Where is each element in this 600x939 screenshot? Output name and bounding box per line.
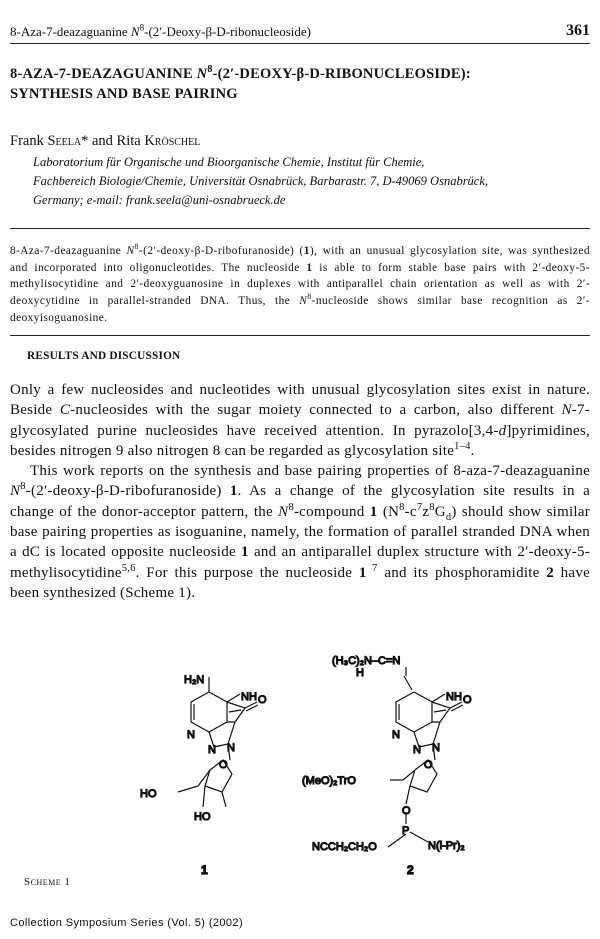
- section-heading: RESULTS AND DISCUSSION: [27, 350, 181, 362]
- scheme-structures: [110, 652, 490, 882]
- authors: Frank Seela* and Rita Kröschel: [10, 133, 201, 149]
- compound1-n1-label: N: [187, 729, 195, 741]
- article-title: 8-AZA-7-DEAZAGUANINE $N^8-(2'-DEOXY-\beta-D-RIBONUCLEOSIDE)$: SYNTHESIS AND BASE PAIRING: [10, 64, 471, 102]
- compound2-meo2tro-label: (MeO)₂TrO: [302, 775, 356, 787]
- compound2-n1-label: N: [392, 729, 400, 741]
- compound1-ho3-label: HO: [194, 811, 211, 823]
- page-number: 361: [566, 22, 590, 39]
- compound2-o-label: O: [463, 694, 472, 706]
- compound2-n3-label: N: [432, 742, 440, 754]
- compound1-n2-label: N: [208, 744, 216, 756]
- compound1-ho5-label: HO: [140, 788, 157, 800]
- compound2-o3-label: O: [402, 805, 411, 817]
- compound2-nipr2-label: N(i-Pr)₂: [428, 840, 465, 852]
- compound1-ring-o-label: O: [219, 759, 228, 771]
- compound2-nh-label: NH: [446, 691, 462, 703]
- compound-2-label: 2: [407, 863, 414, 877]
- abstract-top-rule: [10, 228, 590, 229]
- compound2-n2-label: N: [413, 744, 421, 756]
- compound1-o-label: O: [258, 694, 267, 706]
- abstract-bottom-rule: [10, 335, 590, 336]
- paragraph-2: This work reports on the synthesis and base pairing properties of 8-aza-7-deazaguanine $N^8-(2'-deoxy-\beta-D-ribofuranoside)$ 1. As a change of the glycosylation site results in a change of the donor-acceptor pattern, the $N^8$-compound 1 $(N^8-c^7z^8G_d)$ should show similar base pairing properties as isoguanine, namely, the formation of parallel stranded DNA when a dC is located opposite nucleoside 1 and an antiparallel duplex structure with 2′-deoxy-5-methylisocytidine$^{5,6}$. For this purpose the nucleoside 1 $^7$ and its phosphoramidite 2 have been synthesized (Scheme 1).: [10, 463, 590, 601]
- paragraph-1: Only a few nucleosides and nucleotides with unusual glycosylation sites exist in nature. Beside C-nucleosides with the sugar moiety connected to a carbon, also different N-7-glycosylated purine nucleosides have received attention. In pyrazolo[3,4-d]pyrimidines, besides nitrogen 9 also nitrogen 8 can be regarded as glycosylation site$^{1-4}$.: [10, 382, 591, 459]
- compound2-cyanoethyl-label: NCCH₂CH₂O: [312, 841, 377, 853]
- compound2-p-label: P: [402, 825, 410, 837]
- running-head: [10, 20, 590, 40]
- compound2-h-label: H: [356, 667, 364, 679]
- body-text: [10, 380, 590, 603]
- running-title: 8-Aza-7-deazaguanine $N^8-(2'-Deoxy-\beta-D-ribonucleoside)$: [10, 22, 311, 39]
- affiliation: Laboratorium für Organische und Bioorganische Chemie, Institut für Chemie, Fachbereich Biologie/Chemie, Universität Osnabrück, Barbarastr. 7, D-49069 Osnabrück, Germany; e-mail: frank.seela@uni-osnabrueck.de: [33, 155, 489, 207]
- compound2-ring-o-label: O: [424, 759, 433, 771]
- scheme-caption: Scheme 1: [24, 876, 71, 888]
- header-rule: [10, 43, 590, 44]
- abstract: 8-Aza-7-deazaguanine $N^8-(2'-deoxy-\beta-D-ribofuranoside)$ (1), with an unusual glycosylation site, was synthesized and incorporated into oligonucleotides. The nucleoside 1 is able to form stable base pairs with 2′-deoxy-5-methylisocytidine and 2′-deoxyguanosine in duplexes with antiparallel chain orientation as well as with 2′-deoxycytidine in parallel-stranded DNA. Thus, the $N^8$-nucleoside shows similar base recognition as 2′-deoxyisoguanosine.: [10, 242, 590, 324]
- footer-series: Collection Symposium Series (Vol. 5) (2002): [10, 917, 244, 929]
- compound1-h2n-label: H₂N: [184, 674, 205, 686]
- compound2-amidine-label: (H₃C)₂N–C=N: [332, 655, 401, 667]
- compound1-n3-label: N: [227, 742, 235, 754]
- compound1-nh-label: NH: [241, 691, 257, 703]
- compound-1-label: 1: [201, 863, 208, 877]
